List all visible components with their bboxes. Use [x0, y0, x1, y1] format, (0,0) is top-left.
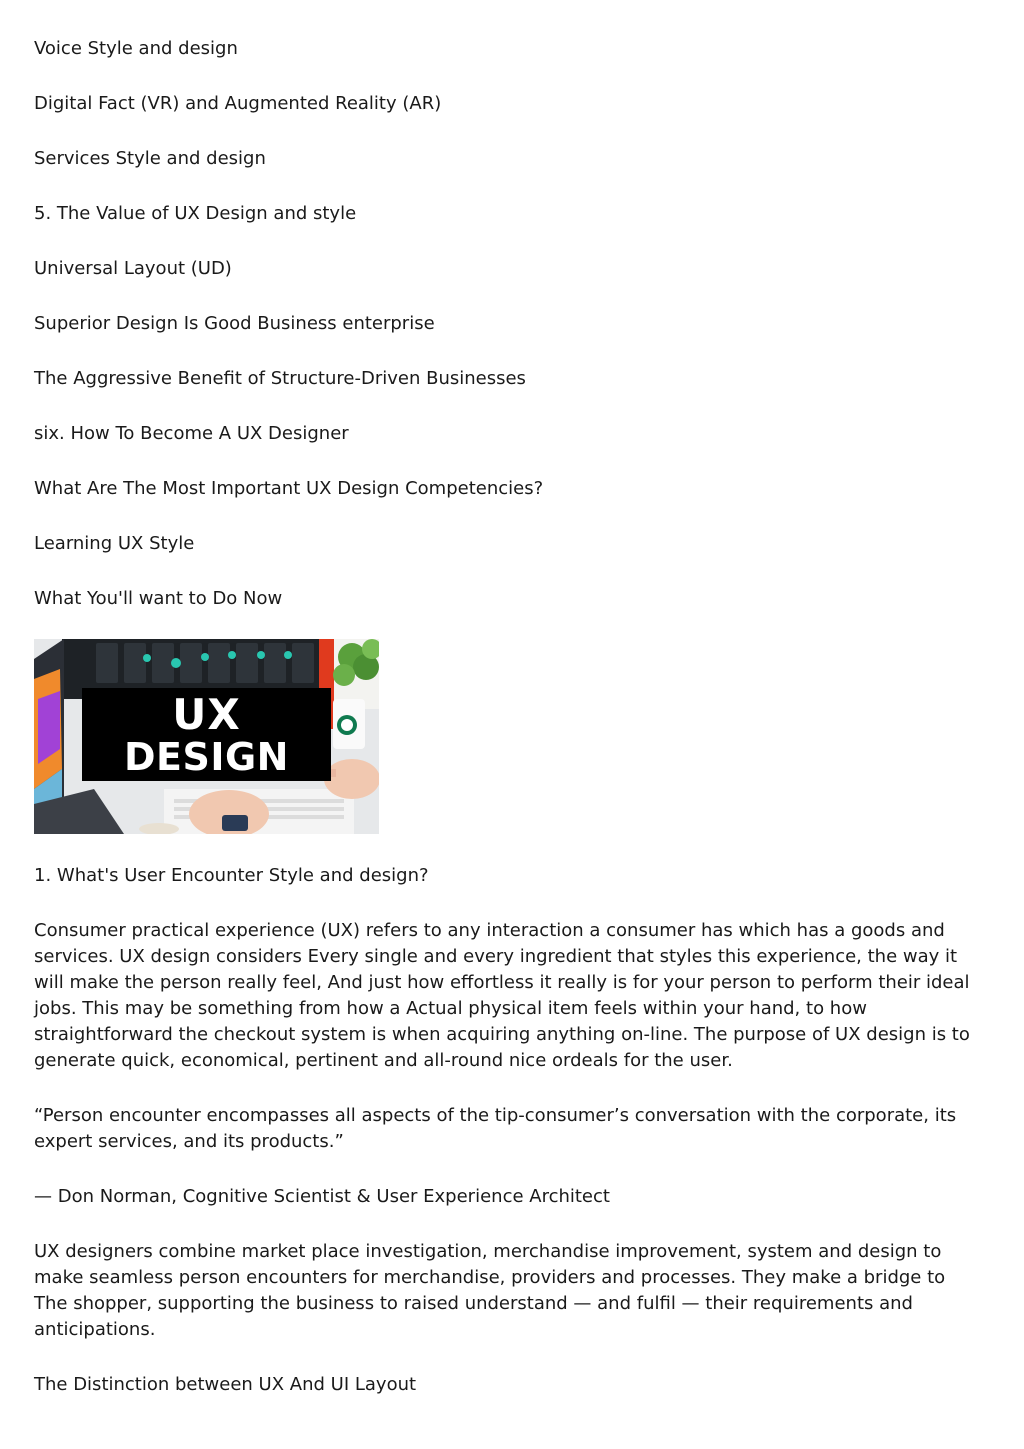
- ux-design-image: [34, 639, 379, 834]
- paragraph: UX designers combine market place investigation, merchandise improvement, system and design to make seamless person encounters for merchandise, providers and processes. They make a bridge to The shopper, supporting the business to raised understand — and fulfil — their requirements and anticipations.: [34, 1241, 946, 1340]
- toc-item: six. How To Become A UX Designer: [34, 423, 349, 444]
- toc-item: Digital Fact (VR) and Augmented Reality (AR): [34, 93, 442, 114]
- toc-item: 5. The Value of UX Design and style: [34, 203, 357, 224]
- ux-design-banner: [82, 688, 331, 781]
- toc-item: Universal Layout (UD): [34, 258, 232, 279]
- quote-attribution: — Don Norman, Cognitive Scientist & User Experience Architect: [34, 1186, 610, 1207]
- toc-item: Voice Style and design: [34, 38, 238, 59]
- toc-item: What You'll want to Do Now: [34, 588, 283, 609]
- banner-line-design: DESIGN: [123, 735, 289, 779]
- section-subheading: The Distinction between UX And UI Layout: [34, 1374, 417, 1395]
- toc-item: Superior Design Is Good Business enterprise: [34, 313, 435, 334]
- quote: “Person encounter encompasses all aspects of the tip-consumer’s conversation with the corporate, its expert services, and its products.”: [34, 1105, 957, 1152]
- toc-item: The Aggressive Benefit of Structure-Driven Businesses: [34, 368, 526, 389]
- toc-item: What Are The Most Important UX Design Competencies?: [34, 478, 544, 499]
- banner-line-ux: UX: [172, 690, 241, 739]
- toc-item: Learning UX Style: [34, 533, 195, 554]
- paragraph: Consumer practical experience (UX) refers to any interaction a consumer has which has a goods and services. UX design considers Every single and every ingredient that styles this experience, the way it will make the person really feel, And just how effortless it really is for your person to perform their ideal jobs. This may be something from how a Actual physical item feels within your hand, to how straightforward the checkout system is when acquiring anything on-line. The purpose of UX design is to generate quick, economical, pertinent and all-round nice ordeals for the user.: [34, 920, 970, 1071]
- document-page: [34, 36, 984, 1398]
- toc-item: Services Style and design: [34, 148, 266, 169]
- section-heading: 1. What's User Encounter Style and design?: [34, 865, 429, 886]
